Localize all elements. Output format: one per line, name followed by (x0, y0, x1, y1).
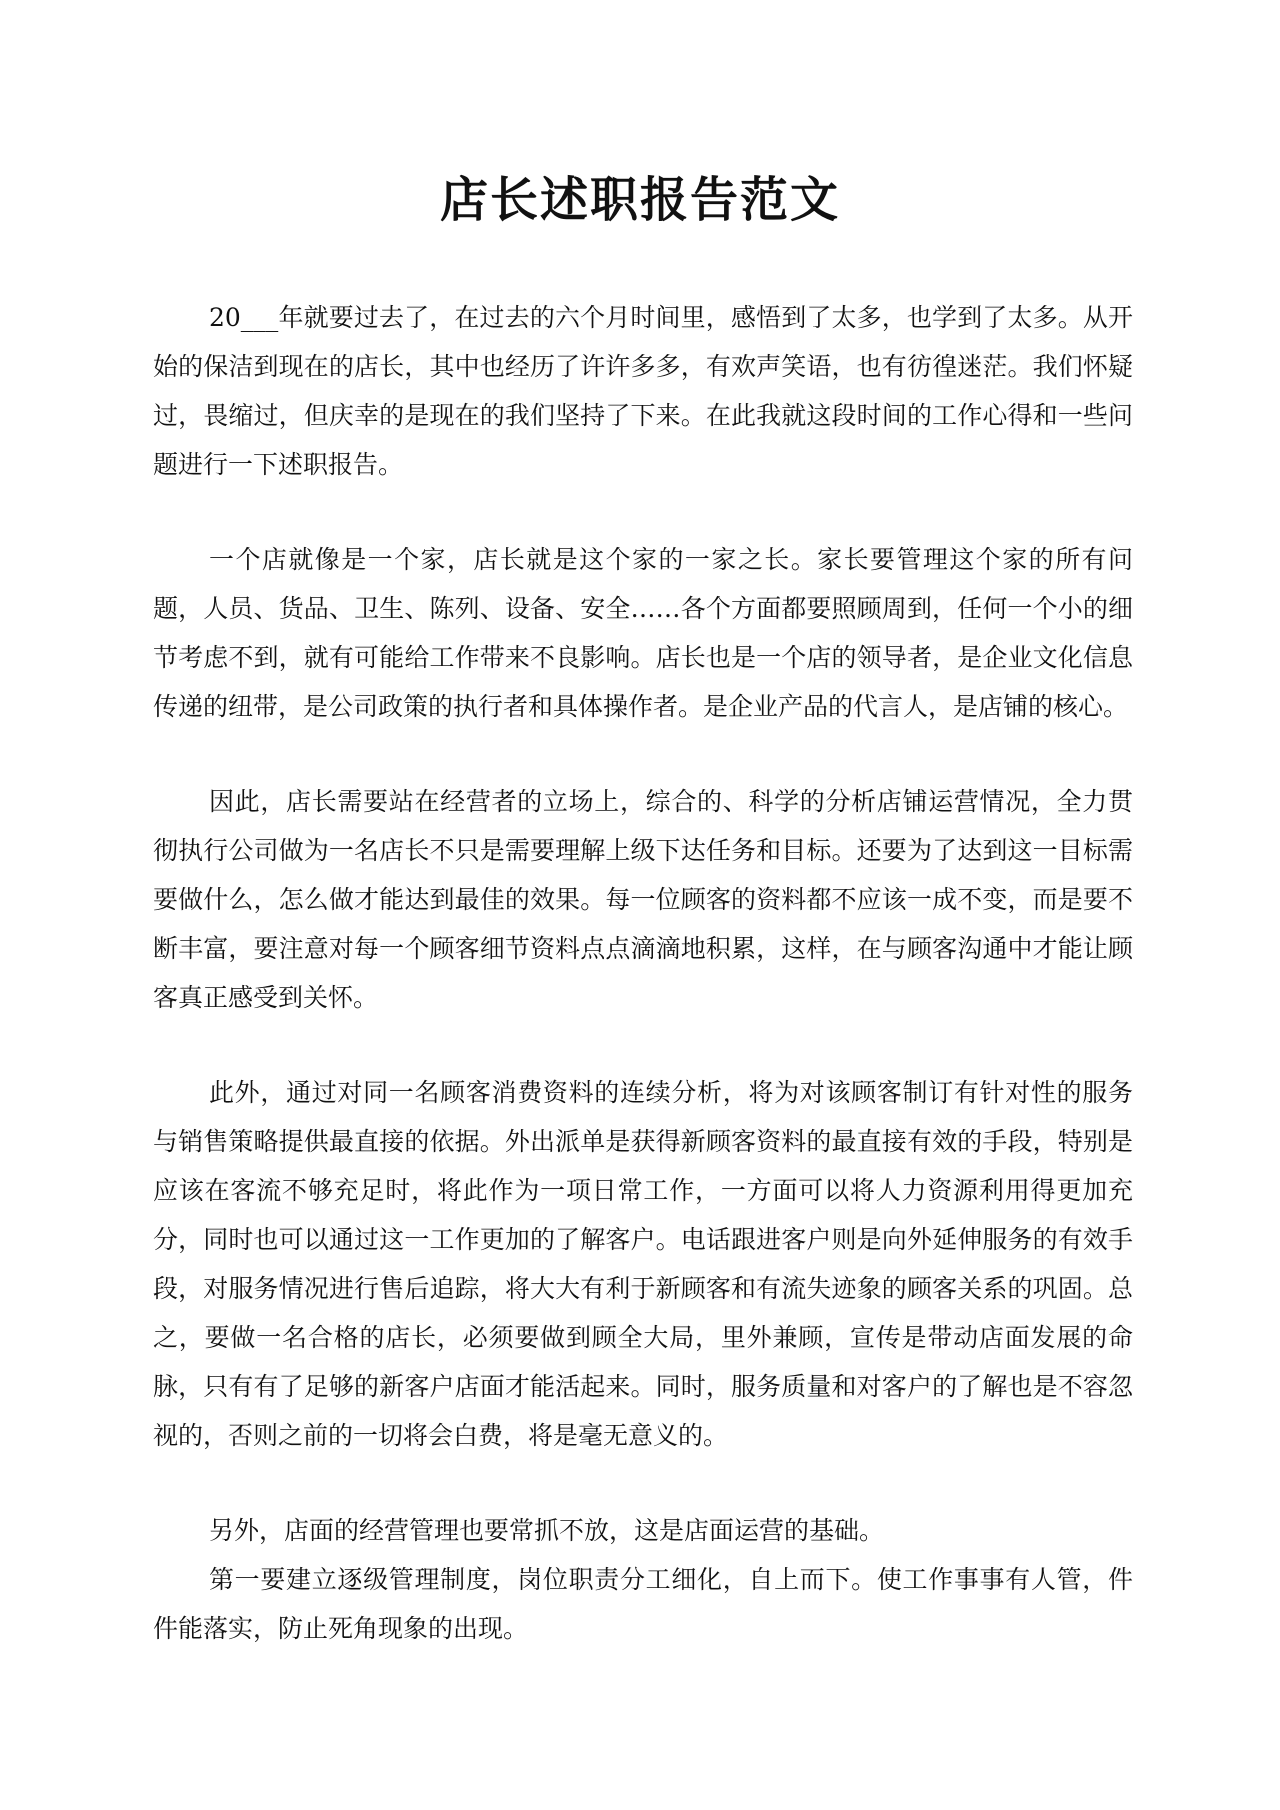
paragraph-store-as-family: 一个店就像是一个家，店长就是这个家的一家之长。家长要管理这个家的所有问题，人员、货品、卫生、陈列、设备、安全……各个方面都要照顾周到，任何一个小的细节考虑不到，就有可能给工作带来不良影响。店长也是一个店的领导者，是企业文化信息传递的纽带，是公司政策的执行者和具体操作者。是企业产品的代言人，是店铺的核心。 (153, 545, 1133, 721)
paragraph-manager-role: 因此，店长需要站在经营者的立场上，综合的、科学的分析店铺运营情况，全力贯彻执行公司做为一名店长不只是需要理解上级下达任务和目标。还要为了达到这一目标需要做什么，怎么做才能达到最佳的效果。每一位顾客的资料都不应该一成不变，而是要不断丰富，要注意对每一个顾客细节资料点点滴滴地积累，这样，在与顾客沟通中才能让顾客真正感受到关怀。 (153, 787, 1133, 1012)
document-title: 店长述职报告范文 (439, 172, 840, 228)
document-body (153, 293, 1133, 1653)
paragraph-intro: 20___年就要过去了，在过去的六个月时间里，感悟到了太多，也学到了太多。从开始的保洁到现在的店长，其中也经历了许许多多，有欢声笑语，也有彷徨迷茫。我们怀疑过，畏缩过，但庆幸的是现在的我们坚持了下来。在此我就这段时间的工作心得和一些问题进行一下述职报告。 (153, 303, 1133, 479)
paragraph-customer-analysis: 此外，通过对同一名顾客消费资料的连续分析，将为对该顾客制订有针对性的服务与销售策略提供最直接的依据。外出派单是获得新顾客资料的最直接有效的手段，特别是应该在客流不够充足时，将此作为一项日常工作，一方面可以将人力资源利用得更加充分，同时也可以通过这一工作更加的了解客户。电话跟进客户则是向外延伸服务的有效手段，对服务情况进行售后追踪，将大大有利于新顾客和有流失迹象的顾客关系的巩固。总之，要做一名合格的店长，必须要做到顾全大局，里外兼顾，宣传是带动店面发展的命脉，只有有了足够的新客户店面才能活起来。同时，服务质量和对客户的了解也是不容忽视的，否则之前的一切将会白费，将是毫无意义的。 (153, 1078, 1133, 1450)
paragraph-first-point: 第一要建立逐级管理制度，岗位职责分工细化，自上而下。使工作事事有人管，件件能落实，防止死角现象的出现。 (153, 1565, 1133, 1643)
paragraph-operations-intro: 另外，店面的经营管理也要常抓不放，这是店面运营的基础。 (209, 1516, 885, 1545)
